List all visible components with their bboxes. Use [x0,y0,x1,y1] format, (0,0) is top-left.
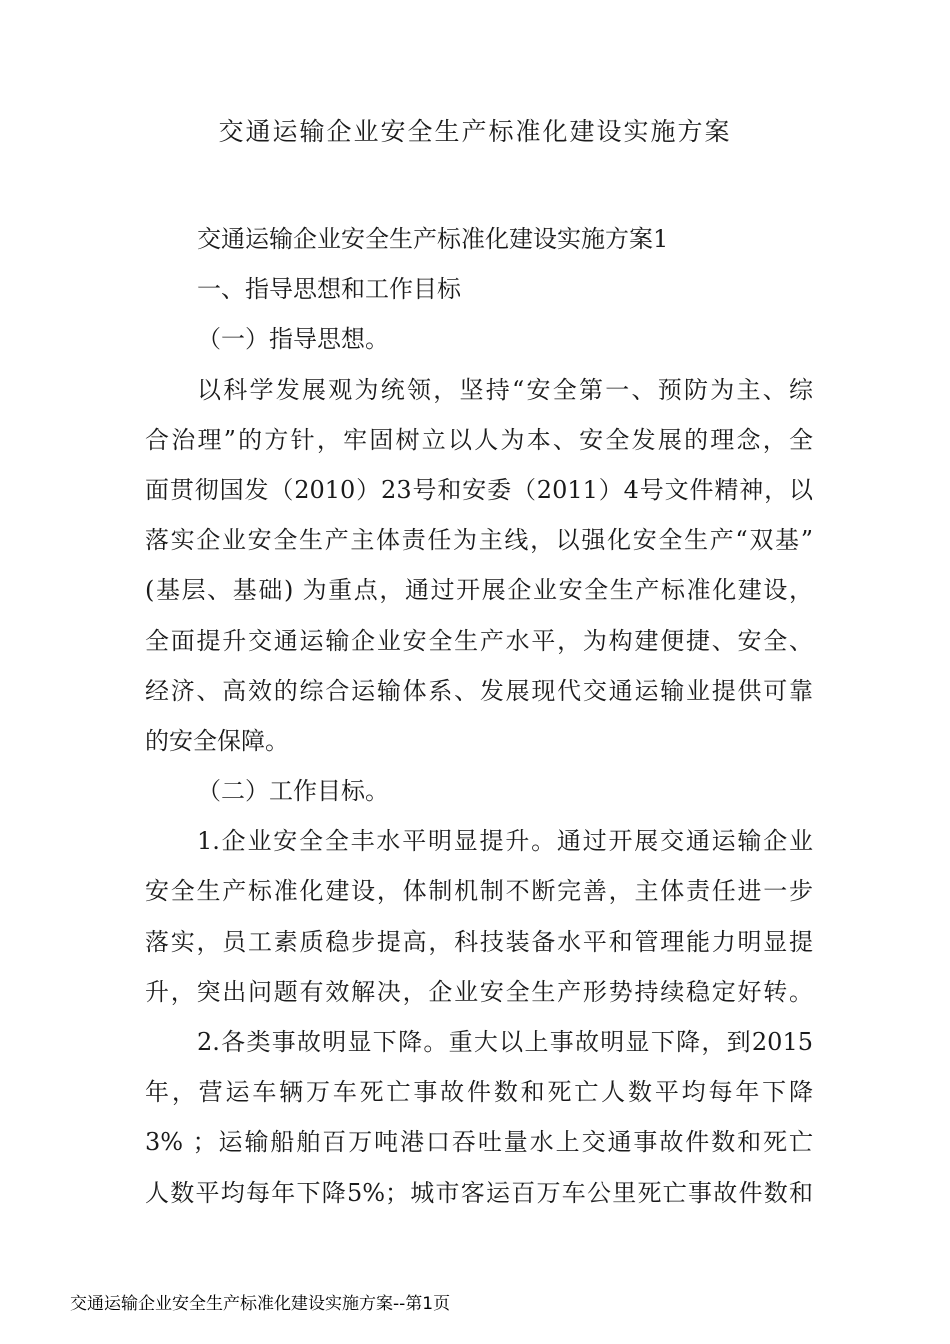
paragraph-line: 安全生产标准化建设，体制机制不断完善，主体责任进一步 [145,877,813,906]
paragraph-line: 升，突出问题有效解决，企业安全生产形势持续稳定好转。 [145,977,813,1006]
paragraph-line: 以科学发展观为统领，坚持“安全第一、预防为主、综 [197,375,813,404]
page-footer: 交通运输企业安全生产标准化建设实施方案--第1页 [70,1294,451,1314]
subsection-heading: （二）工作目标。 [197,777,389,806]
paragraph-line: 人数平均每年下降5%；城市客运百万车公里死亡事故件数和 [145,1178,813,1207]
paragraph-line: 全面提升交通运输企业安全生产水平，为构建便捷、安全、 [145,626,813,655]
paragraph-line: 1.企业安全全丰水平明显提升。通过开展交通运输企业 [197,827,813,856]
paragraph-line: 年，营运车辆万车死亡事故件数和死亡人数平均每年下降 [145,1078,813,1107]
subsection-heading: （一）指导思想。 [197,325,389,354]
paragraph-line: 落实，员工素质稳步提高，科技装备水平和管理能力明显提 [145,927,813,956]
section-heading: 一、指导思想和工作目标 [197,275,461,304]
paragraph-line: 经济、高效的综合运输体系、发展现代交通运输业提供可靠 [145,676,813,705]
paragraph-line: 落实企业安全生产主体责任为主线，以强化安全生产“双基” [145,526,813,555]
paragraph-line: 合治理”的方针，牢固树立以人为本、安全发展的理念，全 [145,425,813,454]
paragraph-line: 3% ；运输船舶百万吨港口吞吐量水上交通事故件数和死亡 [145,1128,813,1157]
paragraph-line: 2.各类事故明显下降。重大以上事故明显下降，到2015 [197,1028,813,1056]
subtitle-line: 交通运输企业安全生产标准化建设实施方案1 [197,225,669,253]
paragraph-line: (基层、基础) 为重点，通过开展企业安全生产标准化建设， [145,576,813,605]
paragraph-line: 面贯彻国发（2010）23号和安委（2011）4号文件精神，以 [145,475,813,504]
document-body [145,214,813,1218]
document-title: 交通运输企业安全生产标准化建设实施方案 [218,117,732,146]
paragraph-line: 的安全保障。 [145,726,289,755]
